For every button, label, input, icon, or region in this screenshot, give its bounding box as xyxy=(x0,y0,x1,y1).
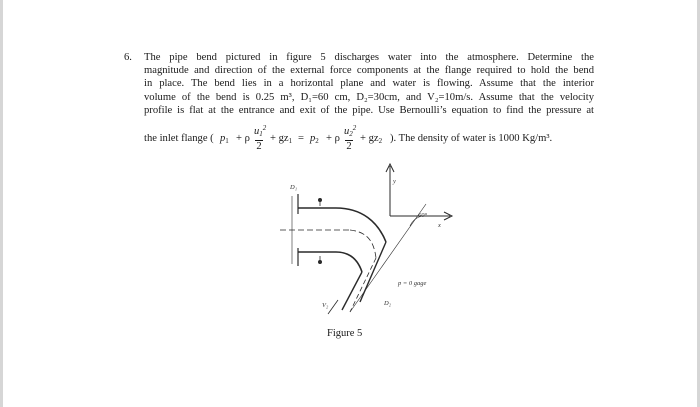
equation-gz2: + $gz_2$ xyxy=(360,133,383,146)
problem-line-5: profile is flat at the entrance and exit of the pipe. Use Bernoulli’s equation to find the pressure at xyxy=(144,104,594,116)
page-border-left xyxy=(0,0,3,407)
label-d1: D₁ xyxy=(290,184,297,191)
equation-fraction-2: $u_2^2$ 2 xyxy=(344,124,357,153)
label-v2: V₂ xyxy=(322,302,329,309)
bernoulli-equation-line xyxy=(144,123,594,151)
outlet-wall-left xyxy=(342,272,362,310)
pipe-outer-wall-top xyxy=(298,208,386,242)
outlet-wall-right xyxy=(360,242,386,302)
pipe-bend-figure xyxy=(250,160,480,320)
problem-6 xyxy=(124,51,594,151)
pipe-bend-diagram xyxy=(250,160,480,320)
equation-gz1: + $gz_1$ xyxy=(270,133,293,146)
problem-line-2: magnitude and direction of the external force components at the flange required to hold the bend xyxy=(144,65,594,77)
equation-suffix: ). The density of water is 1000 Kg/m³. xyxy=(390,133,553,145)
equation-equals: = xyxy=(298,133,304,145)
equation-rho2: + ρ xyxy=(326,133,340,145)
outlet-centerline xyxy=(350,258,376,312)
label-p-gage: p = 0 gage xyxy=(398,280,427,287)
equation-p1: $p_1$ xyxy=(220,133,229,146)
equation-rho1: + ρ xyxy=(236,133,250,145)
pressure-dot-top xyxy=(318,198,322,202)
problem-line-1: The pipe bend pictured in figure 5 discharges water into the atmosphere. Determine the xyxy=(144,52,594,63)
problem-line-4: volume of the bend is 0.25 m³, D₁=60 cm, D₂=30cm, and V₂=10m/s. Assume that the velocity xyxy=(144,91,594,103)
problem-text xyxy=(144,51,594,151)
pipe-inner-wall-bottom xyxy=(298,252,362,272)
pressure-dot-bottom xyxy=(318,260,322,264)
outlet-axis-line xyxy=(350,204,426,312)
equation-p2: $p_2$ xyxy=(310,133,319,146)
problem-number: 6. xyxy=(124,52,132,63)
label-d2: D₂ xyxy=(384,300,391,307)
v2-arrow xyxy=(328,300,338,314)
equation-fraction-1: $u_1^2$ 2 xyxy=(254,124,267,153)
label-y: y xyxy=(393,178,396,185)
bend-centerline xyxy=(350,230,376,258)
label-angle: 60° xyxy=(418,212,428,219)
label-x: x xyxy=(438,222,441,229)
problem-line-3: in place. The bend lies in a horizontal plane and water is flowing. Assume that the interior xyxy=(144,78,594,90)
equation-prefix: the inlet flange ( xyxy=(144,133,214,145)
figure-caption: Figure 5 xyxy=(327,328,363,339)
